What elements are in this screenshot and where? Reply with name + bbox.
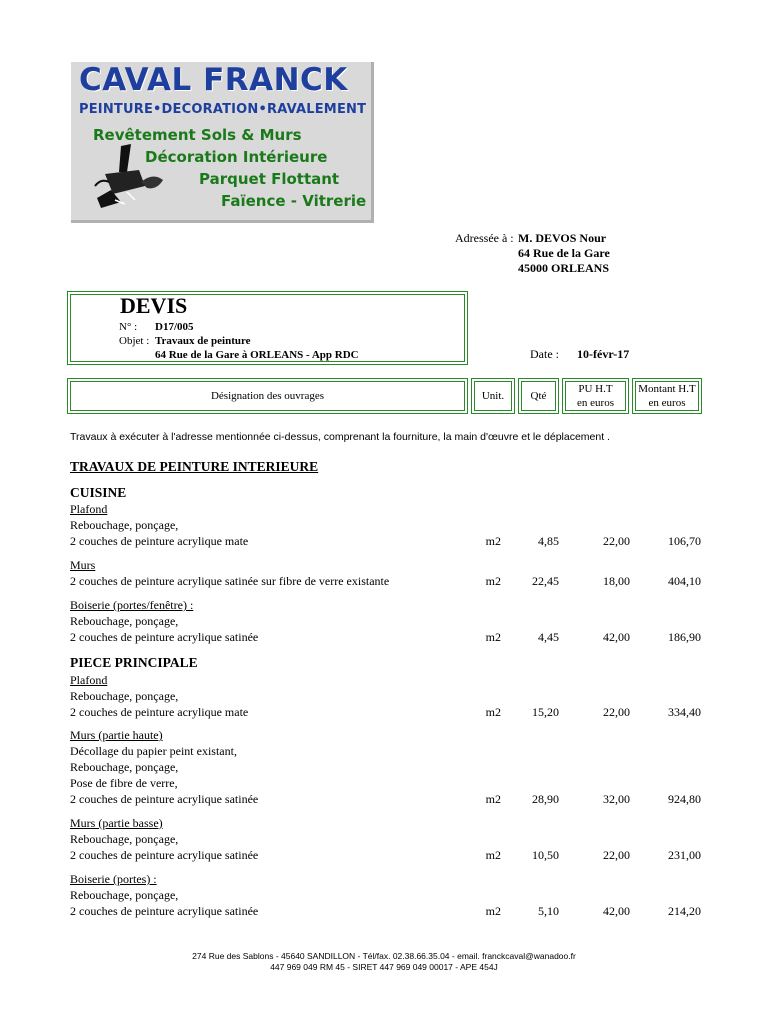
item-line: Rebouchage, ponçage, (70, 832, 179, 846)
item-line: 2 couches de peinture acrylique satinée (70, 904, 259, 918)
logo-line-2: Décoration Intérieure (145, 148, 328, 166)
date-label: Date : (530, 347, 559, 361)
item-heading: Murs (partie basse) (70, 816, 163, 830)
section-title: TRAVAUX DE PEINTURE INTERIEURE (70, 459, 319, 474)
company-logo (71, 62, 374, 223)
item-heading: Boiserie (portes) : (70, 872, 157, 886)
item-line: 2 couches de peinture acrylique satinée (70, 792, 259, 806)
item-unit: m2 (485, 630, 501, 644)
item-amount: 106,70 (668, 534, 701, 548)
item-line: Rebouchage, ponçage, (70, 760, 179, 774)
item-qty: 5,10 (538, 904, 559, 918)
item-amount: 231,00 (668, 848, 701, 862)
room-title: PIECE PRINCIPALE (70, 655, 198, 670)
item-qty: 4,85 (538, 534, 559, 548)
item-heading: Boiserie (portes/fenêtre) : (70, 598, 194, 612)
item-unit: m2 (485, 848, 501, 862)
item-unit-price: 22,00 (603, 534, 630, 548)
item-unit: m2 (485, 574, 501, 588)
item-line: Décollage du papier peint existant, (70, 744, 237, 758)
item-qty: 15,20 (532, 705, 559, 719)
item-line: 2 couches de peinture acrylique mate (70, 534, 249, 548)
logo-line-4: Faïence - Vitrerie (221, 192, 367, 210)
item-line: Rebouchage, ponçage, (70, 888, 179, 902)
item-line: 2 couches de peinture acrylique satinée (70, 630, 259, 644)
item-qty: 10,50 (532, 848, 559, 862)
item-qty: 28,90 (532, 792, 559, 806)
room-title: CUISINE (70, 485, 127, 500)
header-qty: Qté (518, 378, 559, 414)
item-line: 2 couches de peinture acrylique satinée (70, 848, 259, 862)
item-unit-price: 18,00 (603, 574, 630, 588)
item-amount: 214,20 (668, 904, 701, 918)
footer-line-2: 447 969 049 RM 45 - SIRET 447 969 049 00017 - APE 454J (270, 962, 498, 972)
logo-line-1: Revêtement Sols & Murs (93, 126, 302, 144)
recipient-city: 45000 ORLEANS (518, 261, 610, 275)
devis-object-line2: 64 Rue de la Gare à ORLEANS - App RDC (155, 349, 359, 361)
footer-line-1: 274 Rue des Sablons - 45640 SANDILLON - Tél/fax. 02.38.66.35.04 - email. franckcaval@wanadoo.fr (192, 951, 576, 961)
header-unit-price: PU H.T en euros (562, 378, 629, 414)
devis-object-label: Objet : (119, 335, 150, 347)
item-heading: Murs (70, 558, 96, 572)
painter-brush-icon (91, 142, 171, 210)
item-amount: 334,40 (668, 705, 701, 719)
item-line: Rebouchage, ponçage, (70, 614, 179, 628)
header-designation: Désignation des ouvrages (67, 378, 468, 414)
item-unit-price: 42,00 (603, 630, 630, 644)
item-heading: Murs (partie haute) (70, 728, 163, 742)
intro-text: Travaux à exécuter à l'adresse mentionnée ci-dessus, comprenant la fourniture, la main d'œuvre et le déplacement . (70, 431, 610, 443)
logo-brand: CAVAL FRANCK (79, 62, 348, 98)
item-unit: m2 (485, 904, 501, 918)
devis-number-label: N° : (119, 321, 138, 333)
recipient-address (518, 231, 610, 276)
item-unit: m2 (485, 534, 501, 548)
header-unit: Unit. (471, 378, 515, 414)
item-line: Rebouchage, ponçage, (70, 689, 179, 703)
item-unit-price: 32,00 (603, 792, 630, 806)
logo-trades: PEINTURE•DECORATION•RAVALEMENT (79, 102, 367, 117)
devis-number: D17/005 (155, 321, 194, 333)
item-line: 2 couches de peinture acrylique mate (70, 705, 249, 719)
date-value: 10-févr-17 (577, 347, 630, 361)
item-unit: m2 (485, 705, 501, 719)
logo-line-3: Parquet Flottant (199, 170, 340, 188)
item-heading: Plafond (70, 502, 108, 516)
item-line: Rebouchage, ponçage, (70, 518, 179, 532)
recipient-street: 64 Rue de la Gare (518, 246, 610, 260)
item-unit-price: 22,00 (603, 848, 630, 862)
item-heading: Plafond (70, 673, 108, 687)
devis-object-line1: Travaux de peinture (155, 335, 251, 347)
devis-title: DEVIS (120, 293, 188, 318)
item-unit-price: 42,00 (603, 904, 630, 918)
item-amount: 404,10 (668, 574, 701, 588)
item-line: 2 couches de peinture acrylique satinée sur fibre de verre existante (70, 574, 390, 588)
recipient-name: M. DEVOS Nour (518, 231, 607, 245)
item-qty: 22,45 (532, 574, 559, 588)
recipient-label: Adressée à : (455, 231, 514, 245)
header-amount: Montant H.T en euros (632, 378, 702, 414)
item-amount: 924,80 (668, 792, 701, 806)
item-amount: 186,90 (668, 630, 701, 644)
item-unit-price: 22,00 (603, 705, 630, 719)
footer (0, 951, 768, 973)
item-unit: m2 (485, 792, 501, 806)
item-line: Pose de fibre de verre, (70, 776, 178, 790)
item-qty: 4,45 (538, 630, 559, 644)
